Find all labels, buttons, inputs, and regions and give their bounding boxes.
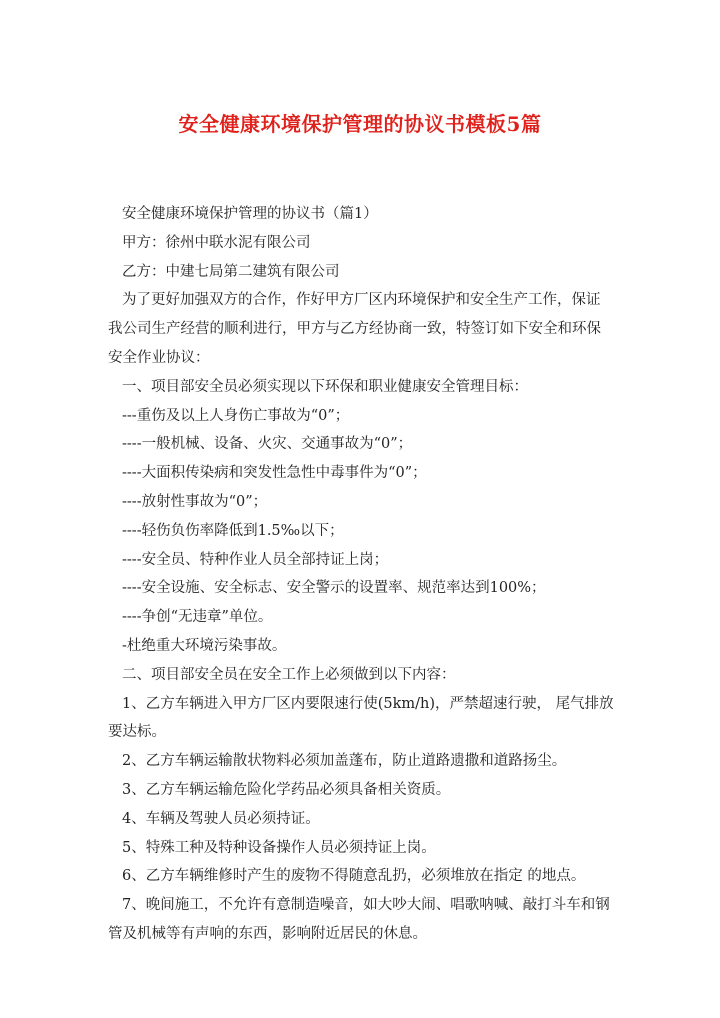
intro-line-2: 我公司生产经营的顺利进行，甲方与乙方经协商一致，特签订如下安全和环保 <box>108 321 601 338</box>
rule-item-5: 5、特殊工种及特种设备操作人员必须持证上岗。 <box>122 839 436 856</box>
rule-item-1 <box>108 690 622 748</box>
rule-item-6: 6、乙方车辆维修时产生的废物不得随意乱扔，必须堆放在指定 的地点。 <box>122 868 586 885</box>
goal-item: -杜绝重大环境污染事故。 <box>122 637 287 654</box>
goal-item: ----大面积传染病和突发性急性中毒事件为“0”； <box>122 465 427 482</box>
goal-item: ----安全设施、安全标志、安全警示的设置率、规范率达到100%； <box>122 580 546 597</box>
goal-item: ----安全员、特种作业人员全部持证上岗； <box>122 551 389 568</box>
agreement-heading: 安全健康环境保护管理的协议书（篇1） <box>122 206 378 222</box>
intro-paragraph <box>108 286 622 372</box>
intro-line-3: 安全作业协议： <box>108 349 210 366</box>
rule-7-line-2: 管及机械等有声响的东西，影响附近居民的休息。 <box>108 925 427 942</box>
rule-1-line-1: 1、乙方车辆进入甲方厂区内要限速行使(5km/h)，严禁超速行驶， 尾气排放 <box>122 695 614 712</box>
goal-item: ----争创“无违章”单位。 <box>122 609 273 626</box>
goal-item: ----放射性事故为“0”； <box>122 493 268 510</box>
goal-item: ----轻伤负伤率降低到1.5‰以下； <box>122 522 344 539</box>
rule-item-4: 4、车辆及驾驶人员必须持证。 <box>122 810 320 827</box>
document-title: 安全健康环境保护管理的协议书模板5篇 <box>178 112 542 136</box>
party-b: 乙方：中建七局第二建筑有限公司 <box>122 263 340 280</box>
intro-line-1: 为了更好加强双方的合作，作好甲方厂区内环境保护和安全生产工作，保证 <box>122 292 601 309</box>
rule-7-line-1: 7、晚间施工，不允许有意制造噪音，如大吵大闹、唱歌呐喊、敲打斗车和钢 <box>122 897 610 914</box>
goal-item: ---重伤及以上人身伤亡事故为“0”； <box>122 407 350 424</box>
section-2-heading: 二、项目部安全员在安全工作上必须做到以下内容： <box>122 666 456 683</box>
rule-item-3: 3、乙方车辆运输危险化学药品必须具备相关资质。 <box>122 781 451 798</box>
rule-item-7 <box>108 891 622 949</box>
rule-item-2: 2、乙方车辆运输散状物料必须加盖蓬布，防止道路遗撒和道路扬尘。 <box>122 753 567 770</box>
rule-1-line-2: 要达标。 <box>108 724 166 741</box>
goal-item: ----一般机械、设备、火灾、交通事故为“0”； <box>122 436 413 453</box>
party-a: 甲方：徐州中联水泥有限公司 <box>122 234 311 251</box>
document-body <box>108 200 622 949</box>
section-1-heading: 一、项目部安全员必须实现以下环保和职业健康安全管理目标： <box>122 378 528 395</box>
